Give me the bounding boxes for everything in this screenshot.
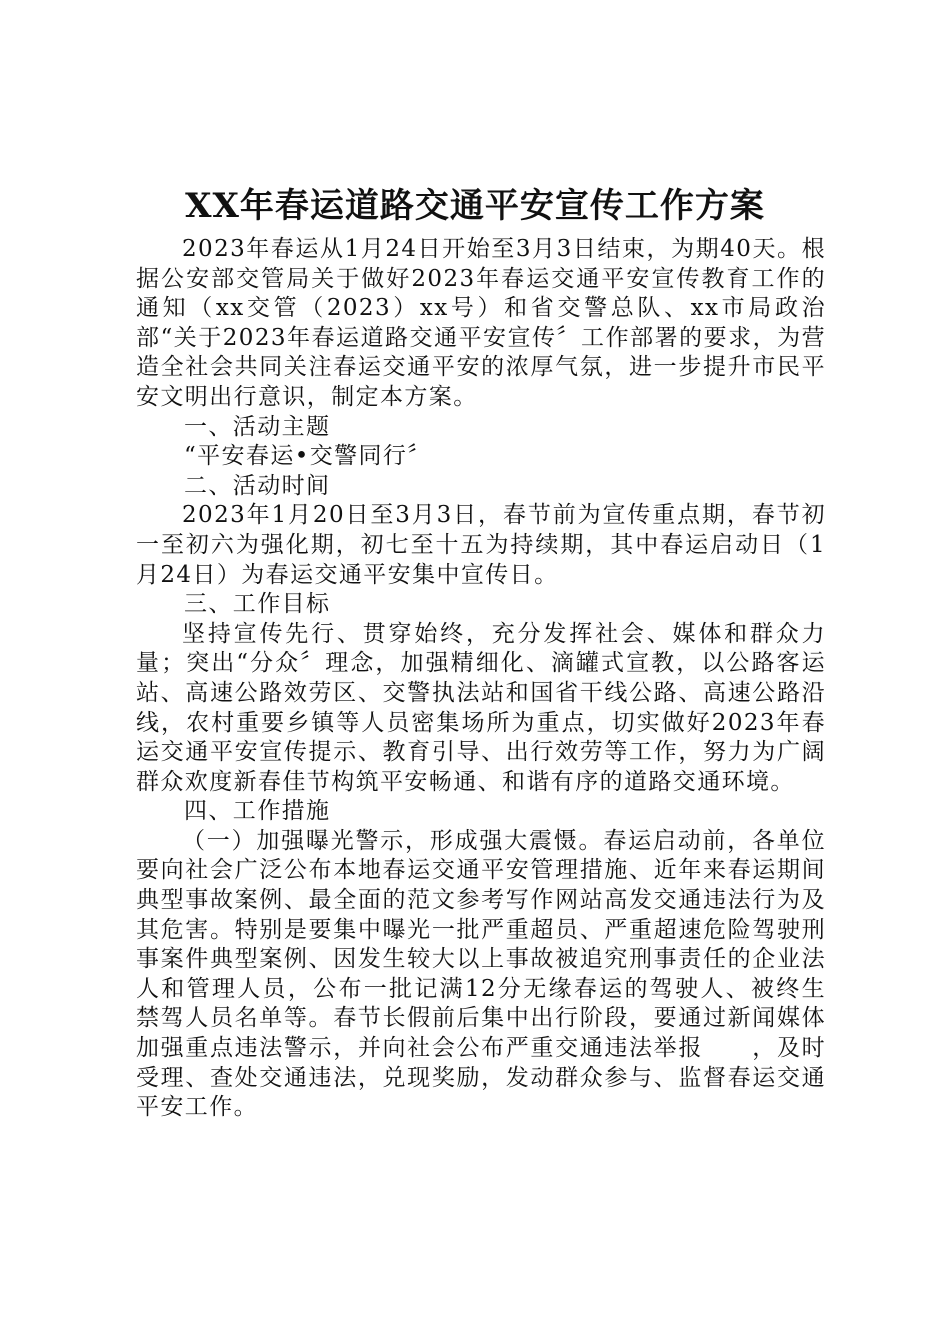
section1-heading: 一、活动主题 (184, 413, 331, 440)
section4-heading: 四、工作措施 (184, 798, 331, 825)
section3-heading: 三、工作目标 (184, 591, 331, 618)
section2-paragraph: 2023年1月20日至3月3日，春节前为宣传重点期，春节初一至初六为强化期，初七至十五为持续期，其中春运启动日（1月24日）为春运交通平安集中宣传日。 (136, 502, 826, 588)
section3-paragraph: 坚持宣传先行、贯穿始终，充分发挥社会、媒体和群众力量；突出“分众〞理念，加强精细化、滴罐式宣教，以公路客运站、高速公路效劳区、交警执法站和国省干线公路、高速公路沿线，农村重要乡镇等人员密集场所为重点，切实做好2023年春运交通平安宣传提示、教育引导、出行效劳等工作，努力为广阔群众欢度新春佳节构筑平安畅通、和谐有序的道路交通环境。 (136, 620, 826, 795)
section4-item1-paragraph: （一）加强曝光警示，形成强大震慑。春运启动前，各单位要向社会广泛公布本地春运交通平安管理措施、近年来春运期间典型事故案例、最全面的范文参考写作网站高发交通违法行为及其危害。特别是要集中曝光一批严重超员、严重超速危险驾驶刑事案件典型案例、因发生较大以上事故被追究刑事责任的企业法人和管理人员，公布一批记满12分无缘春运的驾驶人、被终生禁驾人员名单等。春节长假前后集中出行阶段，要通过新闻媒体加强重点违法警示，并向社会公布严重交通违法举报 ，及时受理、查处交通违法，兑现奖励，发动群众参与、监督春运交通平安工作。 (136, 827, 826, 1121)
section1-text: “平安春运•交警同行〞 (184, 443, 432, 470)
intro-paragraph: 2023年春运从1月24日开始至3月3日结束，为期40天。根据公安部交管局关于做好2023年春运交通平安宣传教育工作的通知（xx交管（2023）xx号）和省交警总队、xx市局政治部“关于2023年春运道路交通平安宣传〞工作部署的要求，为营造全社会共同关注春运交通平安的浓厚气氛，进一步提升市民平安文明出行意识，制定本方案。 (136, 236, 826, 410)
section2-heading: 二、活动时间 (184, 472, 331, 499)
document-title: XX年春运道路交通平安宣传工作方案 (185, 186, 765, 226)
document-body (136, 235, 826, 1123)
